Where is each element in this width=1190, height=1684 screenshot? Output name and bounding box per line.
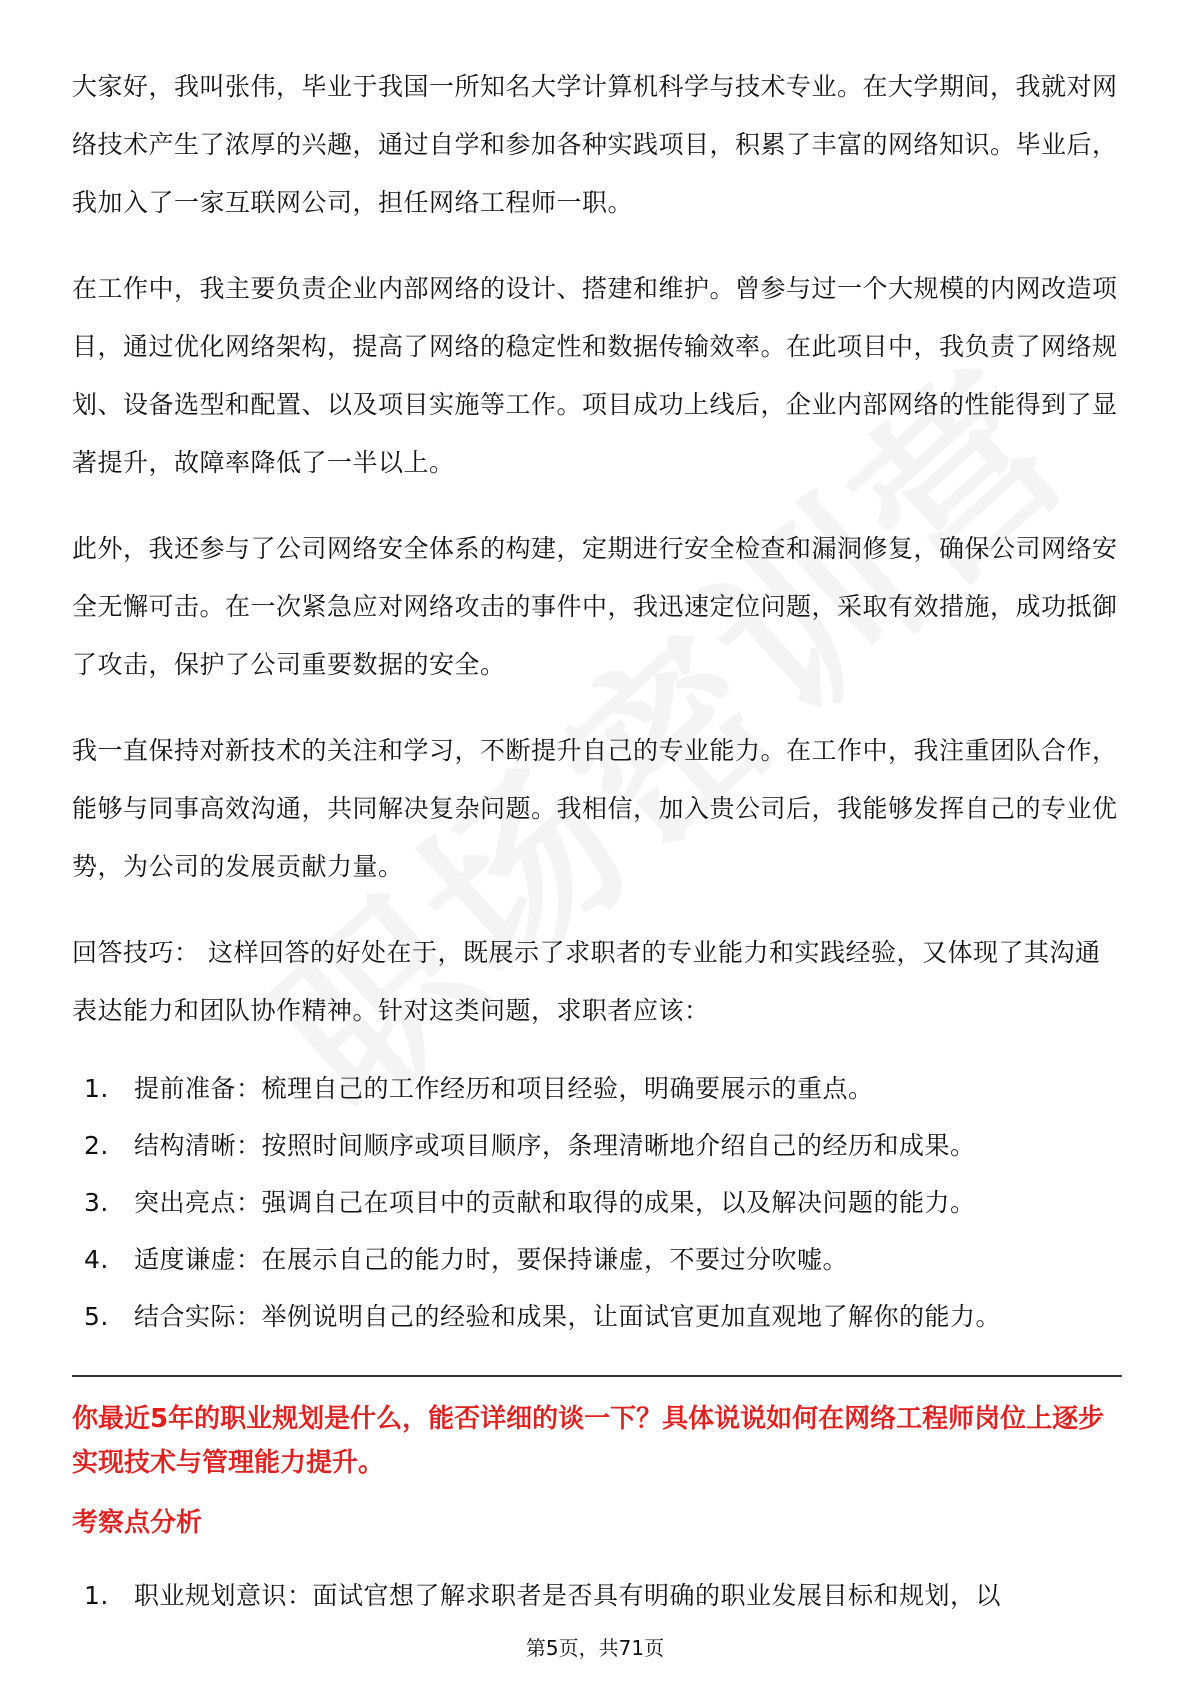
- answer-paragraph-1: 大家好，我叫张伟，毕业于我国一所知名大学计算机科学与技术专业。在大学期间，我就对网络技术产生了浓厚的兴趣，通过自学和参加各种实践项目，积累了丰富的网络知识。毕业后，我加入了一家互联网公司，担任网络工程师一职。: [72, 72, 1118, 217]
- list-item-number: 2.: [84, 1131, 109, 1160]
- list-item-text: 结合实际：举例说明自己的经验和成果，让面试官更加直观地了解你的能力。: [134, 1302, 1002, 1331]
- answer-paragraph-2: 在工作中，我主要负责企业内部网络的设计、搭建和维护。曾参与过一个大规模的内网改造项目，通过优化网络架构，提高了网络的稳定性和数据传输效率。在此项目中，我负责了网络规划、设备选型和配置、以及项目实施等工作。项目成功上线后，企业内部网络的性能得到了显著提升，故障率降低了一半以上。: [72, 274, 1118, 477]
- analysis-list: [72, 1567, 1122, 1624]
- list-item: [72, 1117, 1122, 1174]
- list-item-text: 提前准备：梳理自己的工作经历和项目经验，明确要展示的重点。: [134, 1074, 874, 1103]
- list-item-text: 适度谦虚：在展示自己的能力时，要保持谦虚，不要过分吹嘘。: [134, 1245, 849, 1274]
- answer-paragraph-3: 此外，我还参与了公司网络安全体系的构建，定期进行安全检查和漏洞修复，确保公司网络安全无懈可击。在一次紧急应对网络攻击的事件中，我迅速定位问题，采取有效措施，成功抵御了攻击，保护了公司重要数据的安全。: [72, 534, 1118, 679]
- list-item-text: 职业规划意识：面试官想了解求职者是否具有明确的职业发展目标和规划，以: [134, 1581, 1002, 1610]
- list-item-number: 3.: [84, 1188, 109, 1217]
- list-item: [72, 1288, 1122, 1345]
- list-item-text: 结构清晰：按照时间顺序或项目顺序，条理清晰地介绍自己的经历和成果。: [134, 1131, 976, 1160]
- answer-paragraph-4: 我一直保持对新技术的关注和学习，不断提升自己的专业能力。在工作中，我注重团队合作，能够与同事高效沟通，共同解决复杂问题。我相信，加入贵公司后，我能够发挥自己的专业优势，为公司的发展贡献力量。: [72, 736, 1118, 881]
- interview-question: 你最近5年的职业规划是什么，能否详细的谈一下？具体说说如何在网络工程师岗位上逐步实现技术与管理能力提升。: [72, 1404, 1105, 1478]
- tips-paragraph: 回答技巧： 这样回答的好处在于，既展示了求职者的专业能力和实践经验，又体现了其沟通表达能力和团队协作精神。针对这类问题，求职者应该：: [72, 938, 1101, 1025]
- list-item: [72, 1231, 1122, 1288]
- list-item-number: 4.: [84, 1245, 109, 1274]
- list-item-number: 5.: [84, 1302, 109, 1331]
- list-item-number: 1.: [84, 1581, 109, 1610]
- page-footer: 第5页，共71页: [525, 1636, 665, 1660]
- section-divider: [72, 1375, 1122, 1377]
- list-item: [72, 1567, 1122, 1624]
- page-content: [72, 58, 1122, 1624]
- section-title: 考察点分析: [72, 1508, 203, 1538]
- list-item: [72, 1060, 1122, 1117]
- list-item-number: 1.: [84, 1074, 109, 1103]
- list-item-text: 突出亮点：强调自己在项目中的贡献和取得的成果，以及解决问题的能力。: [134, 1188, 976, 1217]
- tips-list: [72, 1060, 1122, 1345]
- list-item: [72, 1174, 1122, 1231]
